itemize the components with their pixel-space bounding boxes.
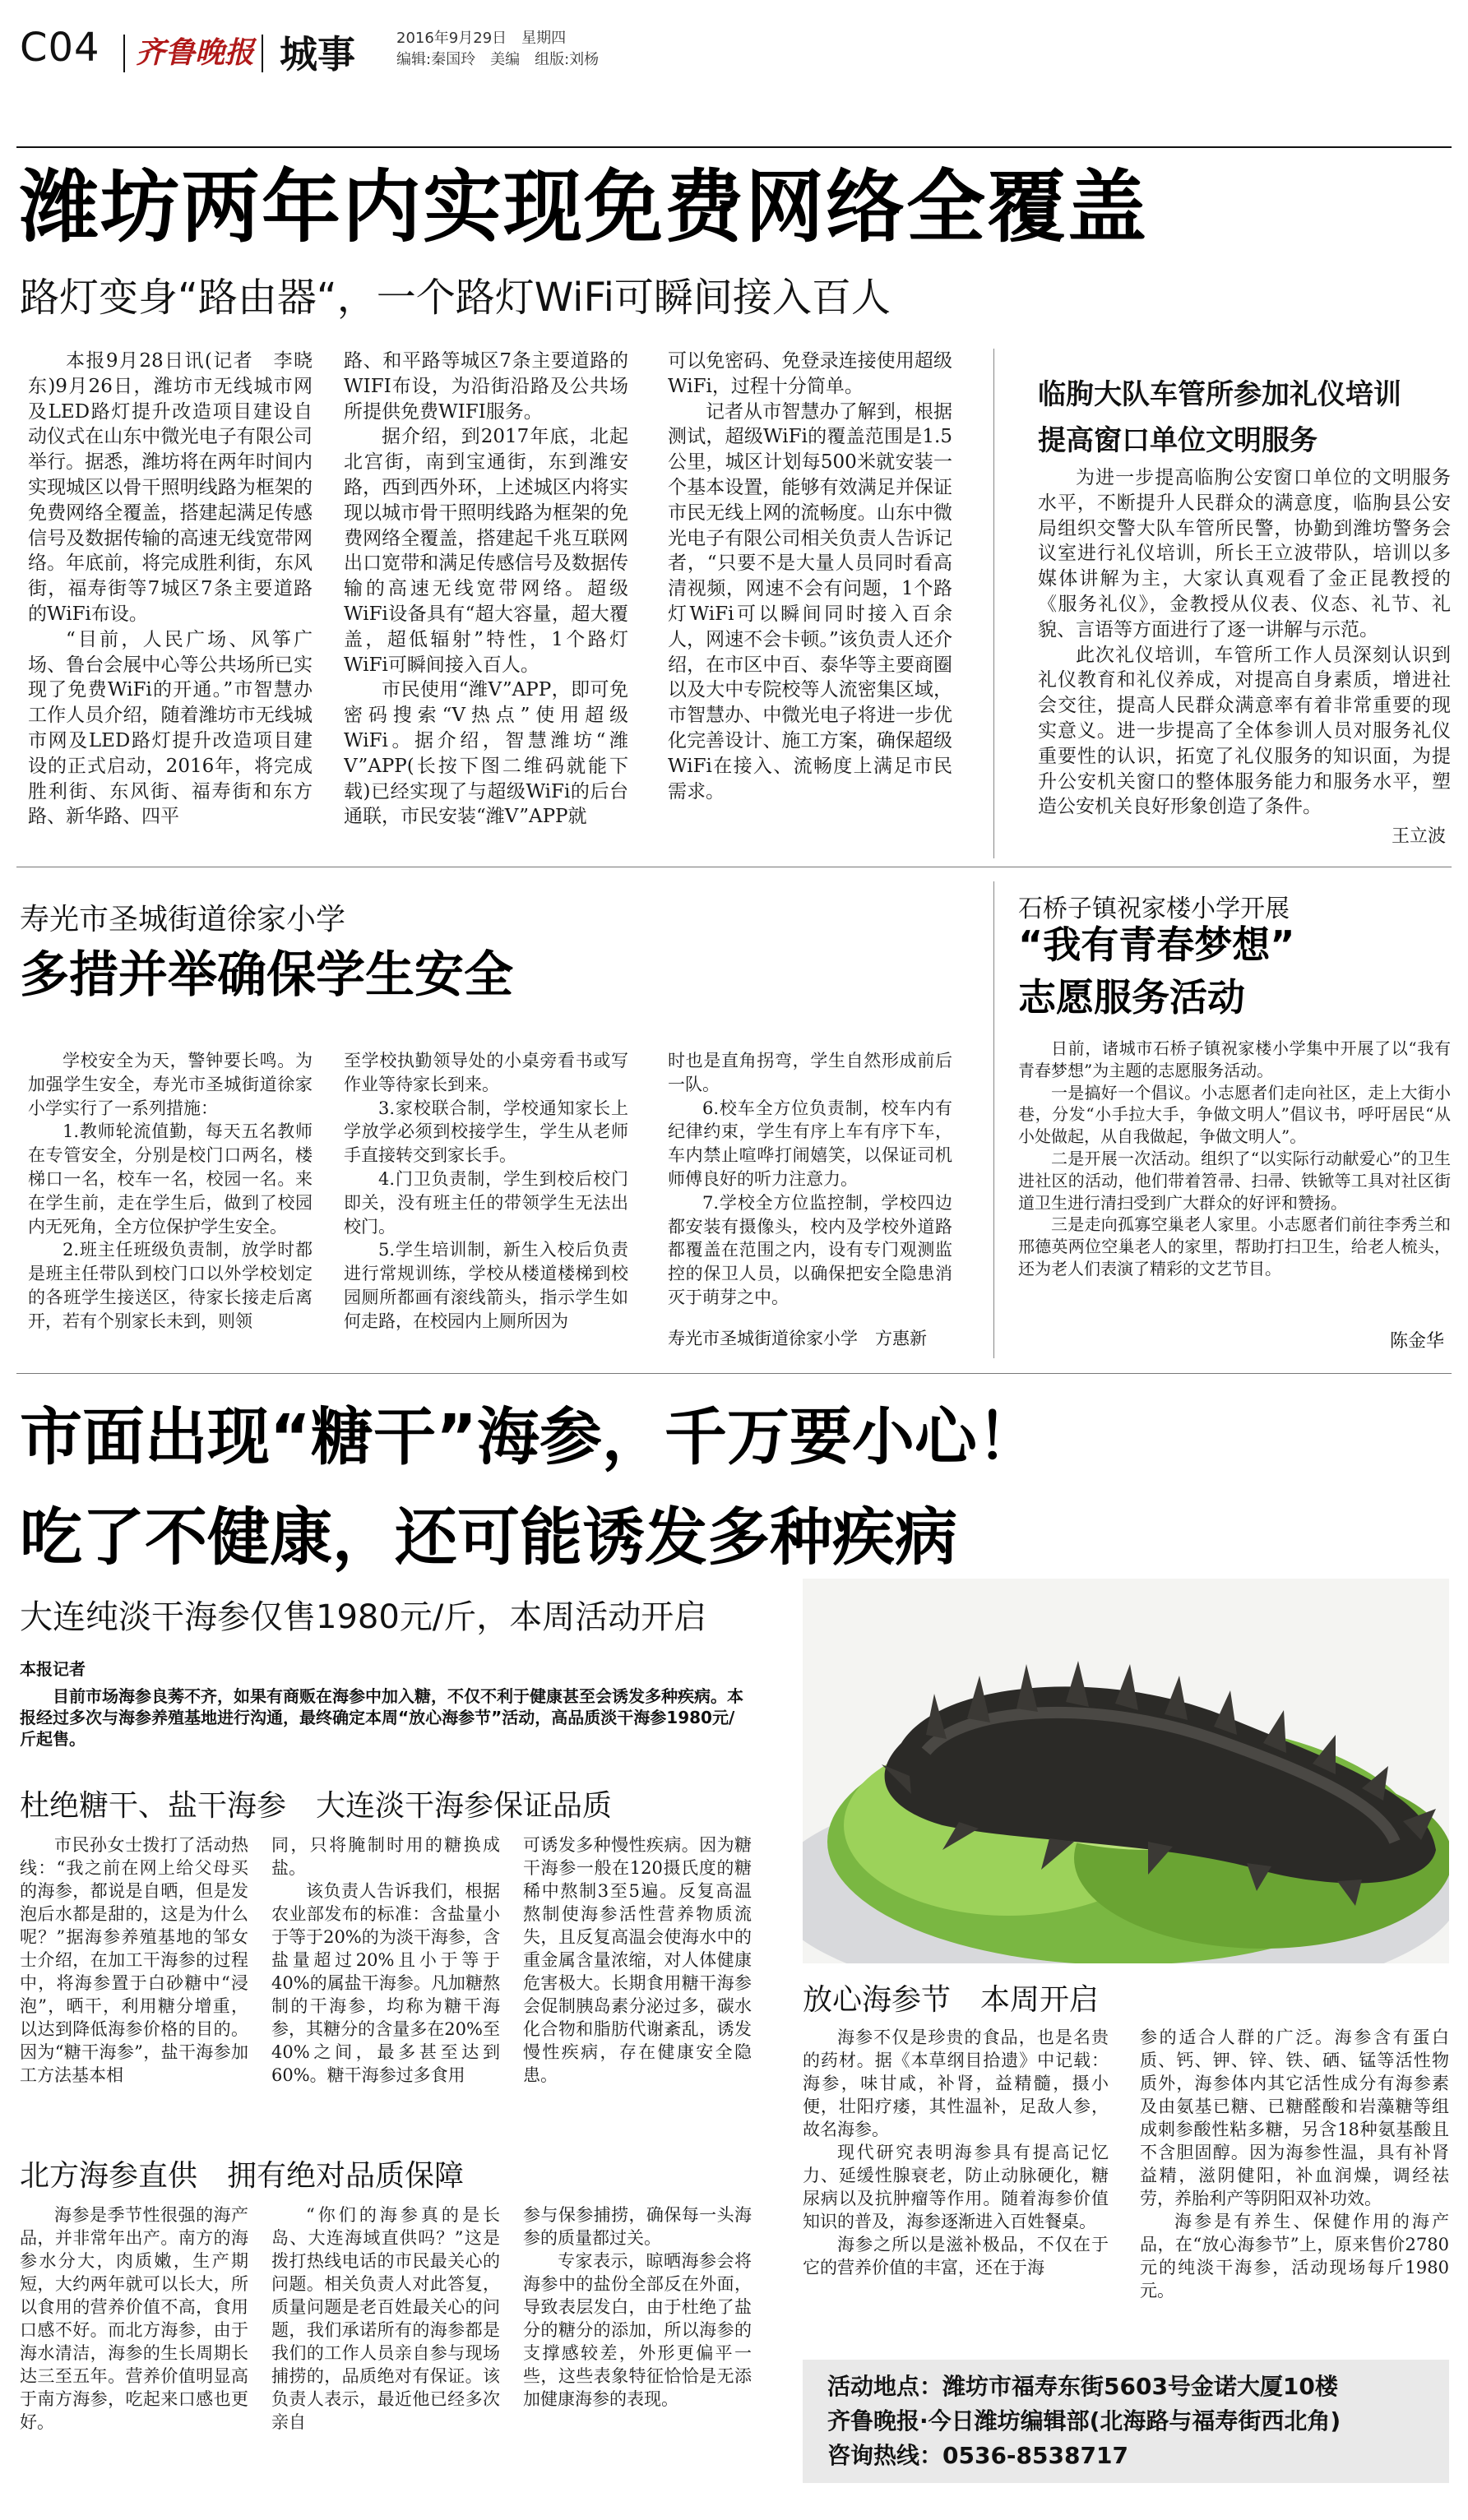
story5-paragraph: 海参是有养生、保健作用的海产品，在“放心海参节”上，原来售价2780元的纯淡干海参，活动现场每斤1980元。 (1140, 2212, 1449, 2300)
section-name: 城事 (280, 32, 355, 76)
story1-column-2 (344, 349, 628, 842)
story2-paragraph: 此次礼仪培训，车管所工作人员深刻认识到礼仪教育和礼仪养成，对提高自身素质，增进社会交往，提高人民群众满意率有着非常重要的现实意义。进一步提高了全体参训人员对服务礼仪重要性的认识，拓宽了礼仪服务的知识面，为提升公安机关窗口的整体服务能力和服务水平，塑造公安机关良好形象创造了条件。 (1038, 644, 1451, 818)
sea-cucumber-image (803, 1579, 1449, 1963)
date-line: 2016年9月29日 星期四 (396, 30, 567, 47)
masthead-rule (16, 146, 1452, 148)
column-divider (993, 349, 994, 858)
story1-paragraph: 路、和平路等城区7条主要道路的WIFI布设，为沿街沿路及公共场所提供免费WIFI服务。 (344, 350, 628, 423)
story5-sub2-column-1 (20, 2203, 248, 2499)
editor-line: 编辑:秦国玲 美编 组版:刘杨 (396, 51, 600, 68)
paper-logo: 齐鲁晚报 (136, 35, 255, 70)
story5-sub3-column-1 (803, 2026, 1109, 2353)
story3-paragraph: 时也是直角拐弯，学生自然形成前后一队。 (668, 1051, 952, 1094)
story1-paragraph: 可以免密码、免登录连接使用超级WiFi，过程十分简单。 (668, 350, 952, 397)
story3-column-1 (28, 1049, 313, 1353)
story4-headline-2: 志愿服务活动 (1018, 975, 1245, 1020)
story5-sub3-column-2 (1140, 2026, 1449, 2353)
story4-paragraph: 三是走向孤寡空巢老人家里。小志愿者们前往李秀兰和邢德英两位空巢老人的家里，帮助打扫卫生，给老人梳头，还为老人们表演了精彩的文艺节目。 (1018, 1214, 1451, 1278)
story5-sub2-column-3 (523, 2203, 752, 2499)
story1-paragraph: “目前，人民广场、风筝广场、鲁台会展中心等公共场所已实现了免费WiFi的开通。”市智慧办工作人员介绍，随着潍坊市无线城市网及LED路灯提升改造项目建设的正式启动，2016年，将完成胜利街、东风街、福寿街和东方路、新华路、四平 (28, 628, 313, 828)
story3-paragraph: 1.教师轮流值勤，每天五名教师在专管安全，分别是校门口两名，楼梯口一名，校车一名，校园一名。来在学生前，走在学生后，做到了校园内无死角，全方位保护学生安全。 (28, 1121, 313, 1237)
story1-paragraph: 据介绍，到2017年底，北起北宫街，南到宝通街，东到潍安路，西到西外环，上述城区内将实现以城市骨干照明线路为框架的免费网络全覆盖，搭建起千兆互联网出口宽带和满足传感信号及数据传输的高速无线宽带网络。超级WiFi设备具有“超大容量，超大覆盖，超低辐射”特性，1个路灯WiFi可瞬间接入百人。 (344, 426, 628, 676)
story1-paragraph: 市民使用“潍V”APP，即可免密码搜索“V热点”使用超级WiFi。据介绍，智慧潍坊“潍V”APP(长按下图二维码就能下载)已经实现了与超级WiFi的后台通联，市民安装“潍V”APP就 (344, 679, 628, 828)
story1-column-1 (28, 349, 313, 842)
story3-paragraph: 6.校车全方位负责制，校车内有纪律约束，学生有序上车有序下车，车内禁止喧哗打闹嬉笑，以保证司机师傅良好的听力注意力。 (668, 1098, 952, 1189)
story5-sub1-column-1 (20, 1833, 248, 2138)
story4-paragraph: 二是开展一次活动。组织了“以实际行动献爱心”的卫生进社区的活动，他们带着笤帚、扫帚、铁锨等工具对社区街道卫生进行清扫受到广大群众的好评和赞扬。 (1018, 1148, 1451, 1213)
story4-author: 陈金华 (1389, 1331, 1444, 1352)
story1-headline: 潍坊两年内实现免费网络全覆盖 (20, 161, 1148, 253)
page-number: C04 (20, 25, 100, 71)
story5-lead (20, 1685, 743, 1750)
story4-paragraph: 日前，诸城市石桥子镇祝家楼小学集中开展了以“我有青春梦想”为主题的志愿服务活动。 (1018, 1038, 1451, 1080)
story2-author: 王立波 (1391, 826, 1446, 847)
story5-paragraph: 可诱发多种慢性疾病。因为糖干海参一般在120摄氏度的糖稀中熬制3至5遍。反复高温熬制使海参活性营养物质流失，且反复高温会使海水中的重金属含量浓缩，对人体健康危害极大。长期食用糖干海参会促制胰岛素分泌过多，碳水化合物和脂肪代谢紊乱，诱发慢性疾病，存在健康安全隐患。 (523, 1835, 752, 2085)
story5-paragraph: 参的适合人群的广泛。海参含有蛋白质、钙、钾、锌、铁、硒、锰等活性物质外，海参体内其它活性成分有海参素及由氨基已糖、已糖醛酸和岩藻糖等组成刺参酸性粘多糖，另含18种氨基酸且不含胆固醇。因为海参性温，具有补肾益精，滋阴健阳，补血润燥，调经祛劳，养胎利产等阴阳双补功效。 (1140, 2028, 1449, 2208)
event-office: 齐鲁晚报·今日潍坊编辑部(北海路与福寿街西北角) (827, 2407, 1341, 2434)
story3-author: 寿光市圣城街道徐家小学 方惠新 (668, 1329, 927, 1348)
story1-paragraph: 记者从市智慧办了解到，根据测试，超级WiFi的覆盖范围是1.5公里，城区计划每500米就安装一个基本设置，能够有效满足并保证市民无线上网的流畅度。山东中微光电子有限公司相关负责人告诉记者，“只要不是大量人员同时看高清视频，网速不会有问题，1个路灯WiFi可以瞬间同时接入百余人，网速不会卡顿。”该负责人还介绍，在市区中百、泰华等主要商圈以及大中专院校等人流密集区域，市智慧办、中微光电子将进一步优化完善设计、施工方案，确保超级WiFi在接入、流畅度上满足市民需求。 (668, 400, 952, 802)
sea-cucumber-photo (803, 1579, 1449, 1963)
story3-paragraph: 2.班主任班级负责制，放学时都是班主任带队到校门口以外学校划定的各班学生接送区，待家长接走后离开，若有个别家长未到，则领 (28, 1240, 313, 1331)
event-info-box (803, 2360, 1449, 2483)
story5-paragraph: “你们的海参真的是长岛、大连海域直供吗？”这是拨打热线电话的市民最关心的问题。相关负责人对此答复，质量问题是老百姓最关心的问题，我们承诺所有的海参都是我们的工作人员亲自参与现场捕捞的，品质绝对有保证。该负责人表示，最近他已经多次亲自 (271, 2205, 500, 2432)
story5-paragraph: 参与保参捕捞，确保每一头海参的质量都过关。 (523, 2205, 752, 2248)
story5-paragraph: 专家表示，晾晒海参会将海参中的盐份全部反在外面，导致表层发白，由于杜绝了盐分的糖分的添加，所以海参的支撑感较差，外形更偏平一些，这些表象特征恰恰是无添加健康海参的表现。 (523, 2251, 752, 2409)
story1-column-3 (668, 349, 952, 842)
story2-headline-1: 临朐大队车管所参加礼仪培训 (1038, 378, 1401, 411)
story1-paragraph: 本报9月28日讯(记者 李晓东)9月26日，潍坊市无线城市网及LED路灯提升改造项目建设自动仪式在山东中微光电子有限公司举行。据悉，潍坊将在两年时间内实现城区以骨干照明线路为框架的免费网络全覆盖，搭建起满足传感信号及数据传输的高速无线宽带网络。年底前，将完成胜利街，东风街，福寿街等7城区7条主要道路的WiFi布设。 (28, 350, 313, 625)
story3-paragraph: 5.学生培训制，新生入校后负责进行常规训练，学校从楼道楼梯到校园厕所都画有滚线箭头，指示学生如何走路，在校园内上厕所因为 (344, 1240, 628, 1331)
story5-sub1-column-3 (523, 1833, 752, 2138)
story5-paragraph: 海参是季节性很强的海产品，并非常年出产。南方的海参水分大，肉质嫩，生产期短，大约两年就可以长大，所以食用的营养价值不高，食用口感不好。而北方海参，由于海水清洁，海参的生长周期长达三至五年。营养价值明显高于南方海参，吃起来口感也更好。 (20, 2205, 248, 2432)
story3-headline: 多措并举确保学生安全 (20, 946, 513, 1004)
story4-kicker: 石桥子镇祝家楼小学开展 (1018, 895, 1290, 923)
story5-paragraph: 海参之所以是滋补极品，不仅在于它的营养价值的丰富，还在于海 (803, 2235, 1109, 2277)
story4-paragraph: 一是搞好一个倡议。小志愿者们走向社区，走上大街小巷，分发“小手拉大手，争做文明人”倡议书，呼吁居民“从小处做起，从自我做起，争做文明人”。 (1018, 1082, 1451, 1147)
story2-paragraph: 为进一步提高临朐公安窗口单位的文明服务水平，不断提升人民群众的满意度，临朐县公安局组织交警大队车管所民警，协勤到潍坊警务会议室进行礼仪培训，所长王立波带队，培训以多媒体讲解为主，大家认真观看了金正昆教授的《服务礼仪》，金教授从仪表、仪态、礼节、礼貌、言语等方面进行了逐一讲解与示范。 (1038, 467, 1451, 640)
story3-paragraph: 学校安全为天，警钟要长鸣。为加强学生安全，寿光市圣城街道徐家小学实行了一系列措施： (28, 1051, 313, 1118)
story1-subhead: 路灯变身“路由器“，一个路灯WiFi可瞬间接入百人 (20, 275, 891, 321)
story5-byline: 本报记者 (20, 1659, 86, 1679)
story2-headline-2: 提高窗口单位文明服务 (1038, 424, 1317, 457)
story3-kicker: 寿光市圣城街道徐家小学 (20, 903, 346, 936)
event-hotline: 咨询热线：0536-8538717 (827, 2442, 1128, 2469)
story5-paragraph: 同，只将腌制时用的糖换成盐。 (271, 1835, 500, 1878)
story5-sub1-column-2 (271, 1833, 500, 2138)
story3-paragraph: 4.门卫负责制，学生到校后校门即关，没有班主任的带领学生无法出校门。 (344, 1168, 628, 1237)
story4-headline-1: “我有青春梦想” (1018, 922, 1295, 967)
story5-subhead: 大连纯淡干海参仅售1980元/斤，本周活动开启 (20, 1598, 707, 1636)
story5-paragraph: 现代研究表明海参具有提高记忆力、延缓性腺衰老，防止动脉硬化，糖尿病以及抗肿瘤等作用。随着海参价值知识的普及，海参逐渐进入百姓餐桌。 (803, 2143, 1109, 2231)
story4-body (1018, 1038, 1451, 1327)
column-divider (993, 881, 994, 1358)
story5-paragraph: 该负责人告诉我们，根据农业部发布的标准：含盐量小于等于20%的为淡干海参，含盐量超过20%且小于等于40%的属盐干海参。凡加糖熬制的干海参，均称为糖干海参，其糖分的含量多在20%至40%之间，最多甚至达到60%。糖干海参过多食用 (271, 1881, 500, 2085)
story5-paragraph: 海参不仅是珍贵的食品，也是名贵的药材。据《本草纲目拾遗》中记载：海参，味甘咸，补肾，益精髓，摄小便，壮阳疗痿，其性温补，足敌人参，故名海参。 (803, 2028, 1109, 2139)
story5-subsection-2: 北方海参直供 拥有绝对品质保障 (20, 2159, 465, 2193)
section-rule (16, 1373, 1452, 1374)
event-location: 活动地点：潍坊市福寿东街5603号金诺大厦10楼 (827, 2373, 1338, 2400)
story5-paragraph: 市民孙女士拨打了活动热线：“我之前在网上给父母买的海参，都说是自晒，但是发泡后水都是甜的，这是为什么呢？”据海参养殖基地的邹女士介绍，在加工干海参的过程中，将海参置于白砂糖中“浸泡”，晒干，利用糖分增重，以达到降低海参价格的目的。因为“糖干海参”，盐干海参加工方法基本相 (20, 1835, 248, 2085)
story5-sub2-column-2 (271, 2203, 500, 2499)
story3-paragraph: 3.家校联合制，学校通知家长上学放学必须到校接学生，学生从老师手直接转交到家长手。 (344, 1098, 628, 1166)
story5-subsection-3: 放心海参节 本周开启 (803, 1983, 1100, 2017)
story5-subsection-1: 杜绝糖干、盐干海参 大连淡干海参保证品质 (20, 1789, 613, 1823)
story3-column-2 (344, 1049, 628, 1353)
story3-column-3 (668, 1049, 952, 1329)
story5-lead-text: 目前市场海参良莠不齐，如果有商贩在海参中加入糖，不仅不利于健康甚至会诱发多种疾病。本报经过多次与海参养殖基地进行沟通，最终确定本周“放心海参节”活动，高品质淡干海参1980元/斤起售。 (20, 1686, 743, 1749)
masthead (0, 0, 1468, 82)
story3-paragraph: 7.学校全方位监控制，学校四边都安装有摄像头，校内及学校外道路都覆盖在范围之内，设有专门观测监控的保卫人员，以确保把安全隐患消灭于萌芽之中。 (668, 1192, 952, 1307)
story2-body (1038, 465, 1451, 819)
story5-headline-2: 吃了不健康，还可能诱发多种疾病 (20, 1500, 957, 1574)
story3-paragraph: 至学校执勤领导处的小桌旁看书或写作业等待家长到来。 (344, 1051, 628, 1094)
story5-headline-1: 市面出现“糖干”海参，千万要小心！ (20, 1400, 1040, 1473)
